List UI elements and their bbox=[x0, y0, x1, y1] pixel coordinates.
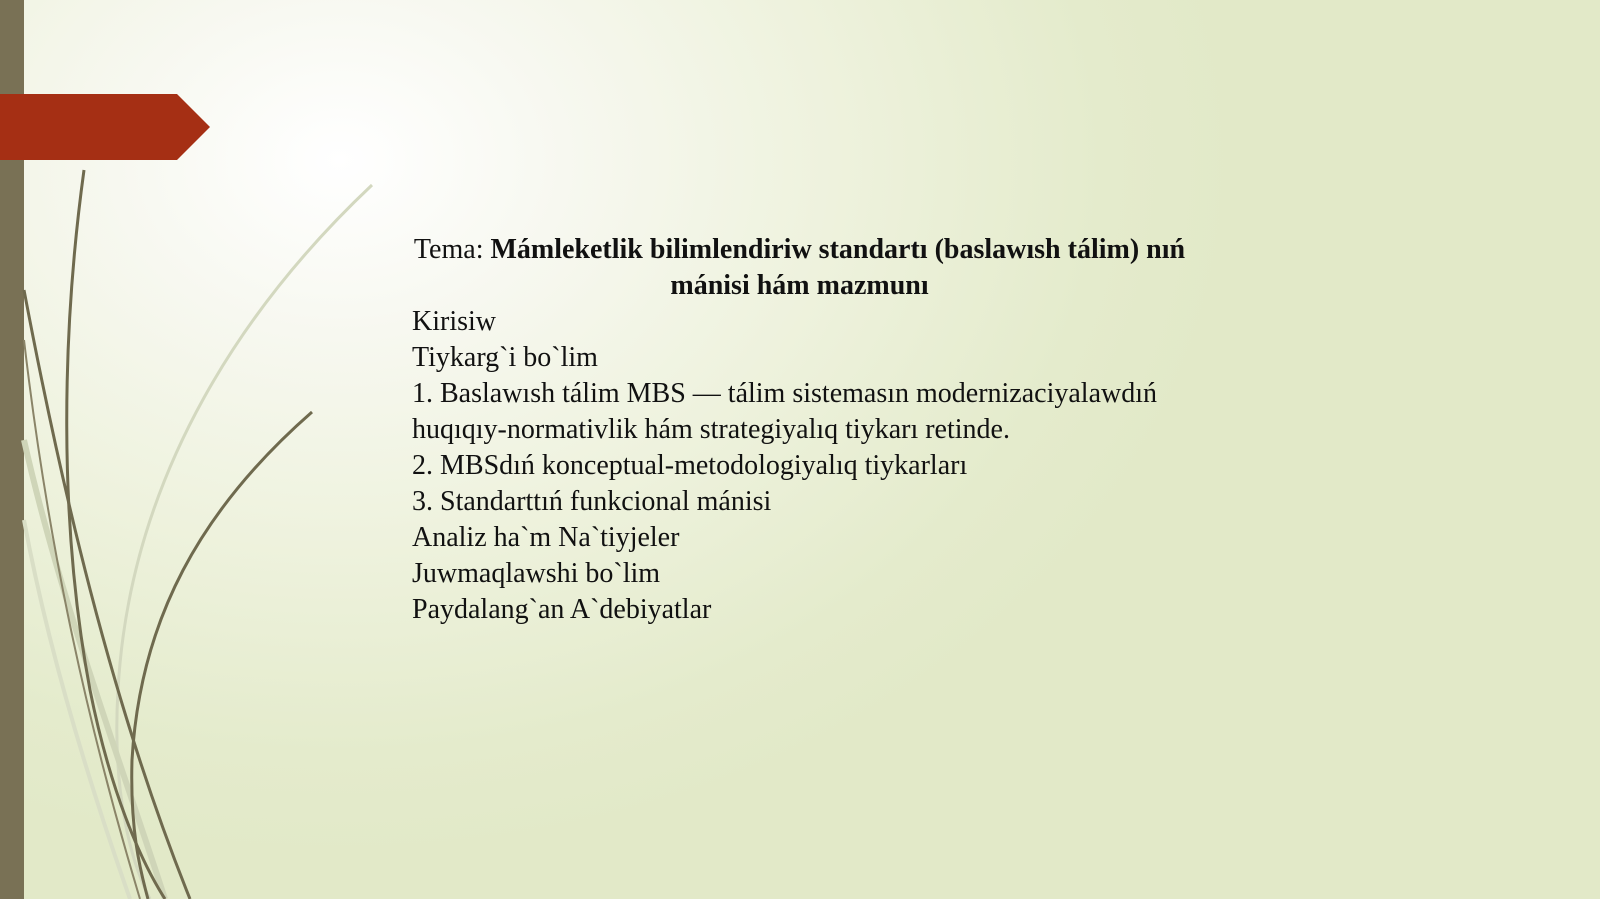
list-item: Analiz ha`m Na`tiyjeler bbox=[412, 522, 680, 553]
list-item: Kirisiw bbox=[412, 306, 496, 337]
list-item: 1. Baslawısh tálim MBS — tálim sistemasın modernizaciyalawdıń huqıqıy-normativlik hám strategiyalıq tiykarı retinde. bbox=[412, 378, 1158, 445]
curve-dark-3 bbox=[24, 290, 190, 899]
curve-dark-2 bbox=[132, 412, 312, 899]
slide-title bbox=[412, 232, 1187, 304]
list-item: Tiykarg`i bo`lim bbox=[412, 342, 598, 373]
list-item: 2. MBSdıń konceptual-metodologiyalıq tiykarları bbox=[412, 450, 968, 481]
list-item: 3. Standarttıń funkcional mánisi bbox=[412, 486, 772, 517]
curve-light-3 bbox=[24, 520, 130, 899]
title-main: Mámleketlik bilimlendiriw standartı (baslawısh tálim) nıń mánisi hám mazmunı bbox=[490, 234, 1186, 301]
list-item: Paydalang`an A`debiyatlar bbox=[412, 594, 712, 625]
list-item: Juwmaqlawshi bo`lim bbox=[412, 558, 661, 589]
curve-light-1 bbox=[117, 185, 372, 899]
curve-light-2 bbox=[24, 440, 165, 899]
title-prefix: Tema: bbox=[413, 234, 484, 265]
arrow-tag-icon bbox=[0, 94, 210, 160]
slide-content bbox=[412, 232, 1186, 628]
